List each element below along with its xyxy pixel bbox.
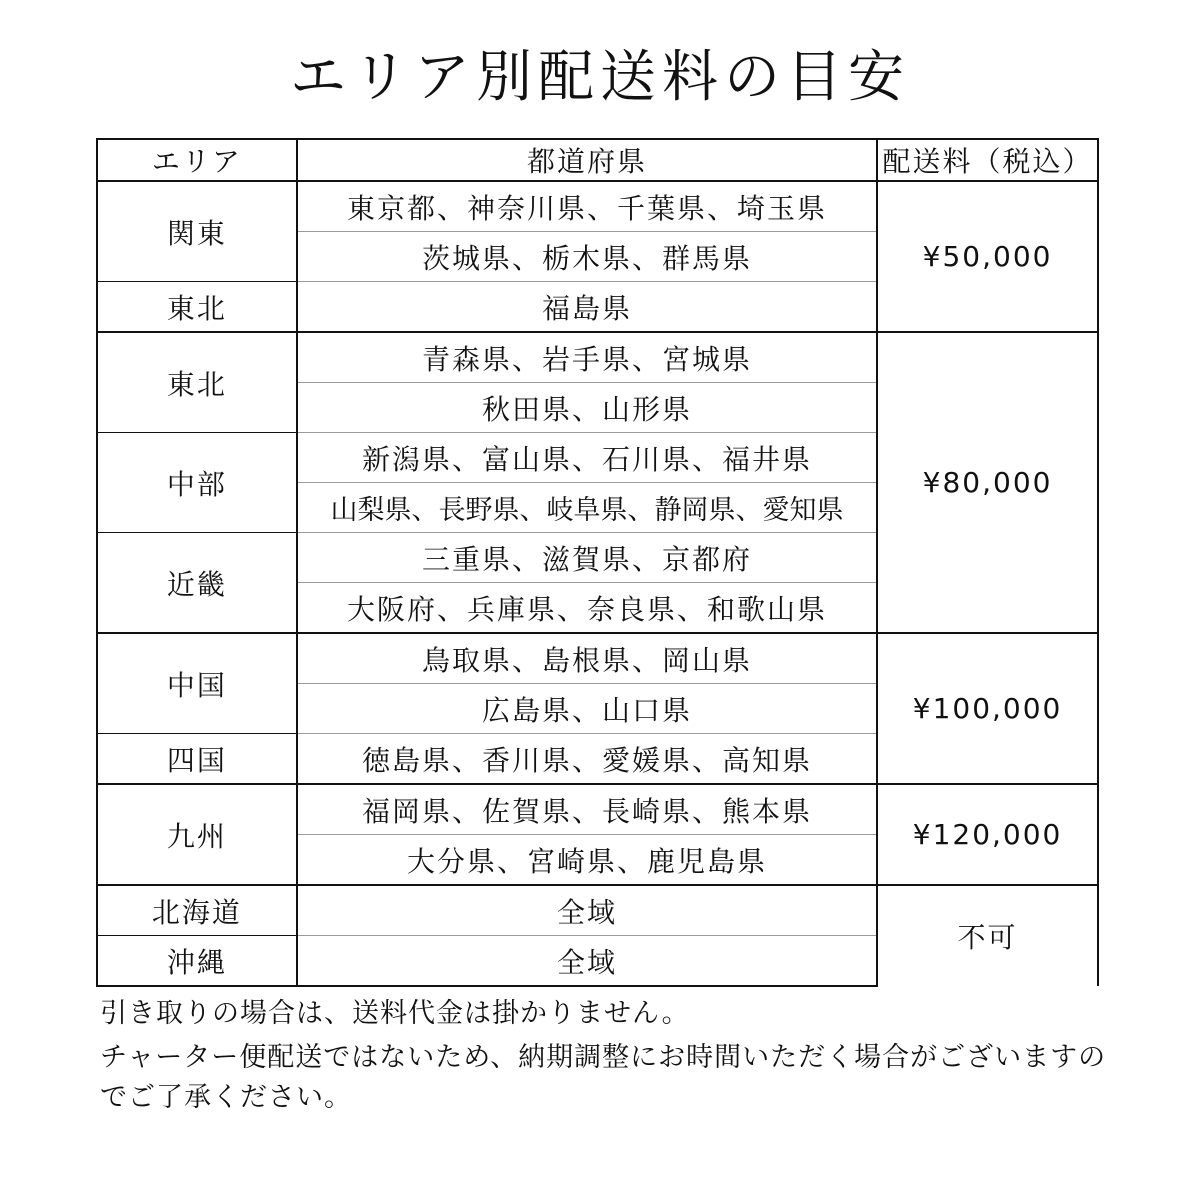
page-title: エリア別配送料の目安 [290,45,910,110]
prefectures-cell: 三重県、滋賀県、京都府 [297,533,877,583]
prefectures-cell: 福島県 [297,282,877,333]
shipping-fee-table [96,138,1099,987]
prefectures-cell: 青森県、岩手県、宮城県 [297,332,877,383]
prefectures-cell: 広島県、山口県 [297,684,877,734]
area-cell: 東北 [97,332,297,433]
area-cell: 東北 [97,282,297,333]
prefectures-cell: 福岡県、佐賀県、長崎県、熊本県 [297,784,877,835]
table-header-row [97,139,1098,181]
schedule-note: チャーター便配送ではないため、納期調整にお時間いただく場合がございますのでご了承ください。 [100,1042,1107,1113]
table-row [97,332,1098,383]
table-row [97,633,1098,684]
area-cell: 九州 [97,784,297,885]
prefectures-cell: 全域 [297,885,877,936]
prefectures-cell: 茨城県、栃木県、群馬県 [297,232,877,282]
prefectures-cell: 大分県、宮崎県、鹿児島県 [297,835,877,886]
prefectures-cell: 鳥取県、島根県、岡山県 [297,633,877,684]
fee-cell: ¥100,000 [877,633,1098,784]
fee-cell: 不可 [877,885,1098,986]
area-cell: 四国 [97,734,297,785]
area-cell: 中国 [97,633,297,734]
prefectures-cell: 全域 [297,936,877,987]
area-cell: 北海道 [97,885,297,936]
notes [100,994,1110,1122]
table-row [97,885,1098,936]
table-row [97,181,1098,232]
fee-cell: ¥50,000 [877,181,1098,332]
pickup-note: 引き取りの場合は、送料代金は掛かりません。 [100,998,690,1029]
header-fee: 配送料（税込） [877,139,1098,181]
area-cell: 中部 [97,433,297,533]
prefectures-cell: 秋田県、山形県 [297,383,877,433]
prefectures-cell: 新潟県、富山県、石川県、福井県 [297,433,877,483]
prefectures-cell: 東京都、神奈川県、千葉県、埼玉県 [297,181,877,232]
area-cell: 近畿 [97,533,297,634]
prefectures-cell: 大阪府、兵庫県、奈良県、和歌山県 [297,583,877,634]
table-row [97,784,1098,835]
area-cell: 沖縄 [97,936,297,987]
area-cell: 関東 [97,181,297,282]
header-area: エリア [97,139,297,181]
prefectures-cell: 徳島県、香川県、愛媛県、高知県 [297,734,877,785]
fee-cell: ¥120,000 [877,784,1098,885]
prefectures-cell: 山梨県、長野県、岐阜県、静岡県、愛知県 [297,483,877,533]
fee-cell: ¥80,000 [877,332,1098,633]
header-prefectures: 都道府県 [297,139,877,181]
